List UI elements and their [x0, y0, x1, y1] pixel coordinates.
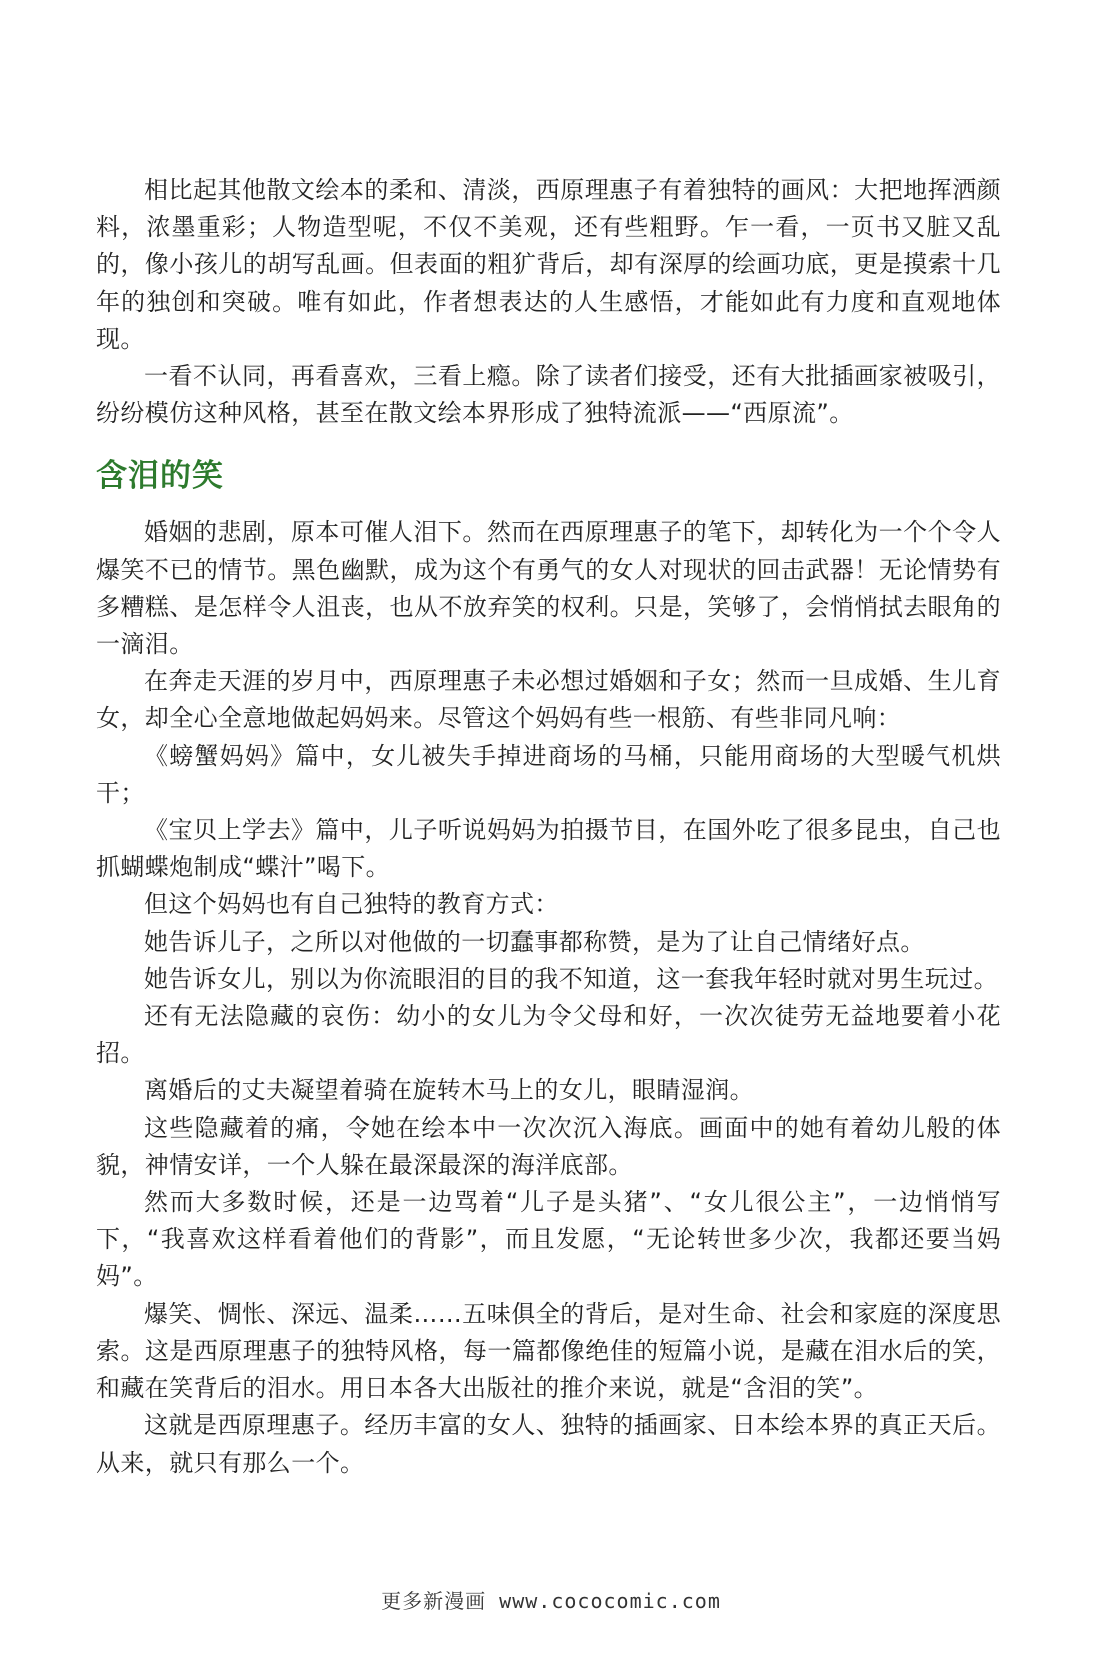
body-paragraph-4: 《宝贝上学去》篇中，儿子听说妈妈为拍摄节目，在国外吃了很多昆虫，自己也抓蝴蝶炮制成“蝶汁”喝下。 [96, 816, 1001, 882]
body-paragraph-1: 婚姻的悲剧，原本可催人泪下。然而在西原理惠子的笔下，却转化为一个个令人爆笑不已的情节。黑色幽默，成为这个有勇气的女人对现状的回击武器！无论情势有多糟糕、是怎样令人沮丧，也从不放弃笑的权利。只是，笑够了，会悄悄拭去眼角的一滴泪。 [96, 518, 1001, 659]
intro-paragraph-2: 一看不认同，再看喜欢，三看上瘾。除了读者们接受，还有大批插画家被吸引，纷纷模仿这种风格，甚至在散文绘本界形成了独特流派——“西原流”。 [96, 362, 1001, 428]
page-content [96, 172, 1001, 1482]
section-body [96, 514, 1001, 1481]
body-paragraph-2: 在奔走天涯的岁月中，西原理惠子未必想过婚姻和子女；然而一旦成婚、生儿育女，却全心全意地做起妈妈来。尽管这个妈妈有些一根筋、有些非同凡响： [96, 667, 1001, 733]
body-paragraph-3: 《螃蟹妈妈》篇中，女儿被失手掉进商场的马桶，只能用商场的大型暖气机烘干； [96, 741, 1001, 807]
body-paragraph-7: 她告诉女儿，别以为你流眼泪的目的我不知道，这一套我年轻时就对男生玩过。 [144, 964, 998, 993]
body-paragraph-13: 这就是西原理惠子。经历丰富的女人、独特的插画家、日本绘本界的真正天后。从来，就只有那么一个。 [96, 1411, 1001, 1477]
body-paragraph-11: 然而大多数时候，还是一边骂着“儿子是头猪”、“女儿很公主”，一边悄悄写下，“我喜欢这样看着他们的背影”，而且发愿，“无论转世多少次，我都还要当妈妈”。 [96, 1188, 1001, 1291]
body-paragraph-8: 还有无法隐藏的哀伤：幼小的女儿为令父母和好，一次次徒劳无益地要着小花招。 [96, 1002, 1001, 1068]
intro-block [96, 172, 1001, 432]
section-title: 含泪的笑 [96, 458, 224, 495]
body-paragraph-6: 她告诉儿子，之所以对他做的一切蠢事都称赞，是为了让自己情绪好点。 [144, 927, 925, 956]
body-paragraph-5: 但这个妈妈也有自己独特的教育方式： [144, 890, 559, 919]
footer-watermark-link[interactable]: 更多新漫画 www.cococomic.com [381, 1589, 721, 1613]
body-paragraph-10: 这些隐藏着的痛，令她在绘本中一次次沉入海底。画面中的她有着幼儿般的体貌，神情安详，一个人躲在最深最深的海洋底部。 [96, 1113, 1001, 1179]
intro-paragraph-1: 相比起其他散文绘本的柔和、清淡，西原理惠子有着独特的画风：大把地挥洒颜料，浓墨重彩；人物造型呢，不仅不美观，还有些粗野。乍一看，一页书又脏又乱的，像小孩儿的胡写乱画。但表面的粗犷背后，却有深厚的绘画功底，更是摸索十几年的独创和突破。唯有如此，作者想表达的人生感悟，才能如此有力度和直观地体现。 [96, 176, 1001, 353]
body-paragraph-12: 爆笑、惆怅、深远、温柔……五味俱全的背后，是对生命、社会和家庭的深度思索。这是西原理惠子的独特风格，每一篇都像绝佳的短篇小说，是藏在泪水后的笑，和藏在笑背后的泪水。用日本各大出版社的推介来说，就是“含泪的笑”。 [96, 1299, 1001, 1403]
body-paragraph-9: 离婚后的丈夫凝望着骑在旋转木马上的女儿，眼睛湿润。 [144, 1076, 754, 1105]
